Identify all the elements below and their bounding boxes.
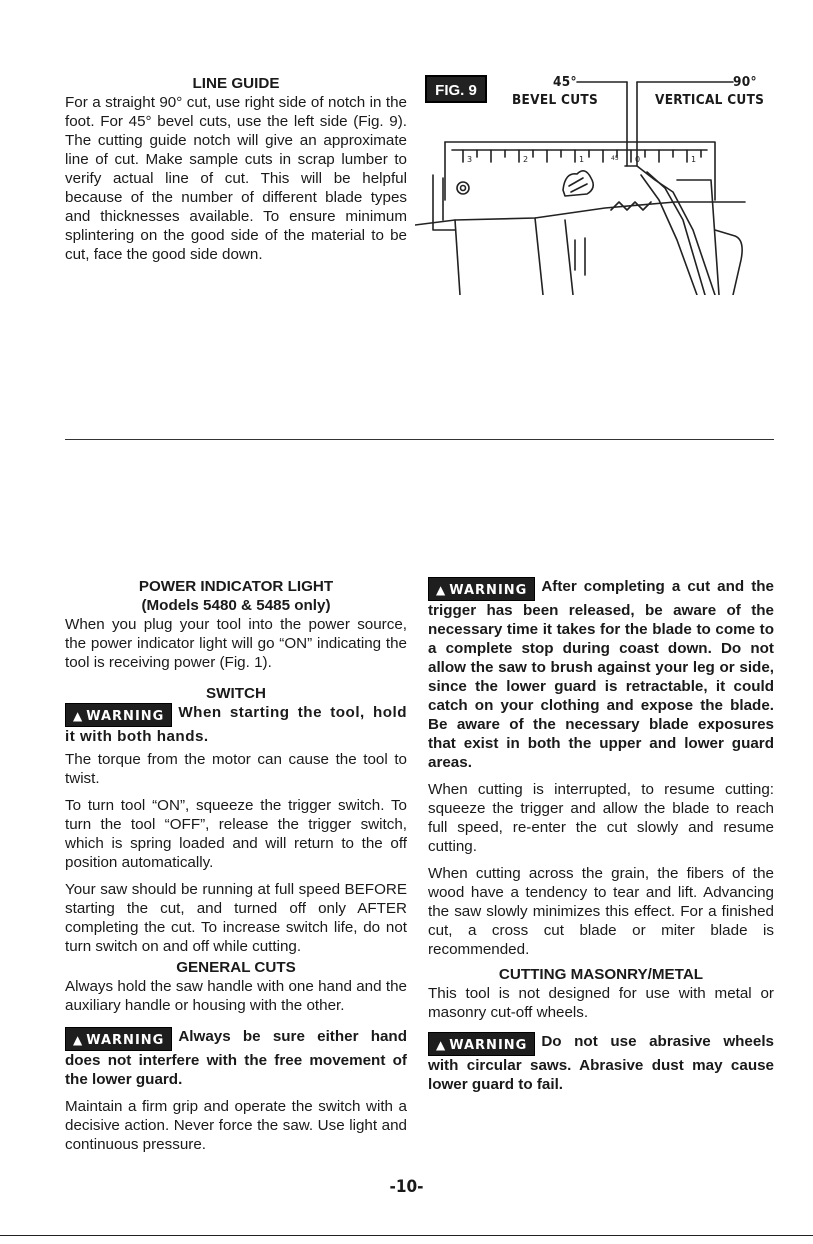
left-column xyxy=(65,577,407,1154)
switch-warning: ▲ WARNING When starting the tool, hold it with both hands. xyxy=(65,704,407,745)
depth-knob xyxy=(563,171,593,196)
switch-para-3: Your saw should be running at full speed BEFORE starting the cut, and turned off only AFTER completing the cut. To increase switch life, do not turn switch on and off while cutting. xyxy=(65,881,407,955)
line-guide-heading: LINE GUIDE xyxy=(192,75,280,92)
coast-down-warning: ▲ WARNING After completing a cut and the trigger has been released, be aware of the necessary time it takes for the blade to come to a complete stop during coast down. Do not allow the saw to brush against your leg or side, since the lower guard is retractable, it could catch on your clothing and expose the blade. Be aware of the necessary blade exposures that exist in both the upper and lower guard areas. xyxy=(428,578,774,771)
masonry-heading: CUTTING MASONRY/METAL xyxy=(498,966,704,983)
resume-cutting-text: When cutting is interrupted, to resume cutting: squeeze the trigger and allow the blade to reach full speed, re-enter the cut slowly and resume cutting. xyxy=(428,781,774,855)
scale-number-0: 0 xyxy=(635,155,641,164)
general-cuts-para-2: Maintain a firm grip and operate the switch with a decisive action. Never force the saw. Use light and continuous pressure. xyxy=(65,1098,407,1153)
scale-number-1: 1 xyxy=(579,155,585,164)
line-guide-section xyxy=(65,74,407,264)
warning-badge: ▲ WARNING xyxy=(65,703,172,727)
power-indicator-models: (Models 5480 & 5485 only) xyxy=(141,597,331,614)
blade-guard-rear xyxy=(677,180,719,295)
saw-foot-illustration xyxy=(415,70,775,295)
figure-badge: FIG. 9 xyxy=(425,75,487,103)
general-cuts-para-1: Always hold the saw handle with one hand and the auxiliary handle or housing with the other. xyxy=(65,978,407,1014)
power-indicator-text: When you plug your tool into the power source, the power indicator light will go “ON” indicating the tool is receiving power (Fig. 1). xyxy=(65,616,407,671)
scale-number-45: 45 xyxy=(611,155,619,162)
power-indicator-heading: POWER INDICATOR LIGHT xyxy=(138,578,334,595)
warning-triangle-icon: ▲ xyxy=(73,709,84,723)
vertical-angle-label: 90° xyxy=(733,74,757,90)
warning-badge: ▲ WARNING xyxy=(428,1032,535,1056)
page-number: -10- xyxy=(389,1177,424,1197)
bevel-cuts-label: BEVEL CUTS xyxy=(512,92,599,108)
abrasive-warning: ▲ WARNING Do not use abrasive wheels with circular saws. Abrasive dust may cause lower guard to fail. xyxy=(428,1033,774,1093)
switch-para-1: The torque from the motor can cause the tool to twist. xyxy=(65,751,407,787)
right-column xyxy=(428,577,774,1094)
warning-badge: ▲ WARNING xyxy=(428,577,535,601)
foot-plate-edge xyxy=(415,202,745,225)
bevel-angle-label: 45° xyxy=(553,74,577,90)
warning-triangle-icon: ▲ xyxy=(436,1038,447,1052)
vertical-cuts-label: VERTICAL CUTS xyxy=(655,92,765,108)
masonry-text: This tool is not designed for use with metal or masonry cut-off wheels. xyxy=(428,985,774,1021)
switch-heading: SWITCH xyxy=(206,685,266,702)
line-guide-text: For a straight 90° cut, use right side of notch in the foot. For 45° bevel cuts, use the left side (Fig. 9). The cutting guide notch will give an approximate line of cut. Make sample cuts in scrap lumber to verify actual line of cut. This will be helpful because of the number of different blade types and thicknesses available. To ensure minimum splintering on the good side of the material to be cut, face the good side down. xyxy=(65,94,407,263)
warning-triangle-icon: ▲ xyxy=(73,1033,84,1047)
cross-grain-text: When cutting across the grain, the fibers of the wood have a tendency to tear and lift. Advancing the saw slowly minimizes this effect. For a finished cut, a cross cut blade or miter blade is recommended. xyxy=(428,865,774,958)
warning-badge: ▲ WARNING xyxy=(65,1027,172,1051)
blade-teeth xyxy=(611,202,651,210)
scale-number-2: 2 xyxy=(523,155,529,164)
page-bottom-border xyxy=(0,1235,813,1236)
blade-guard xyxy=(625,166,715,295)
switch-para-2: To turn tool “ON”, squeeze the trigger switch. To turn the tool “OFF”, release the trigger switch, which is spring loaded and will return to the off position automatically. xyxy=(65,797,407,871)
warning-triangle-icon: ▲ xyxy=(436,583,447,597)
general-cuts-warning: ▲ WARNING Always be sure either hand does not interfere with the free movement of the lower guard. xyxy=(65,1028,407,1088)
scale-number-1b: 1 xyxy=(691,155,697,164)
general-cuts-heading: GENERAL CUTS xyxy=(176,959,296,976)
scale-number-3: 3 xyxy=(467,155,473,164)
section-divider xyxy=(65,439,774,440)
